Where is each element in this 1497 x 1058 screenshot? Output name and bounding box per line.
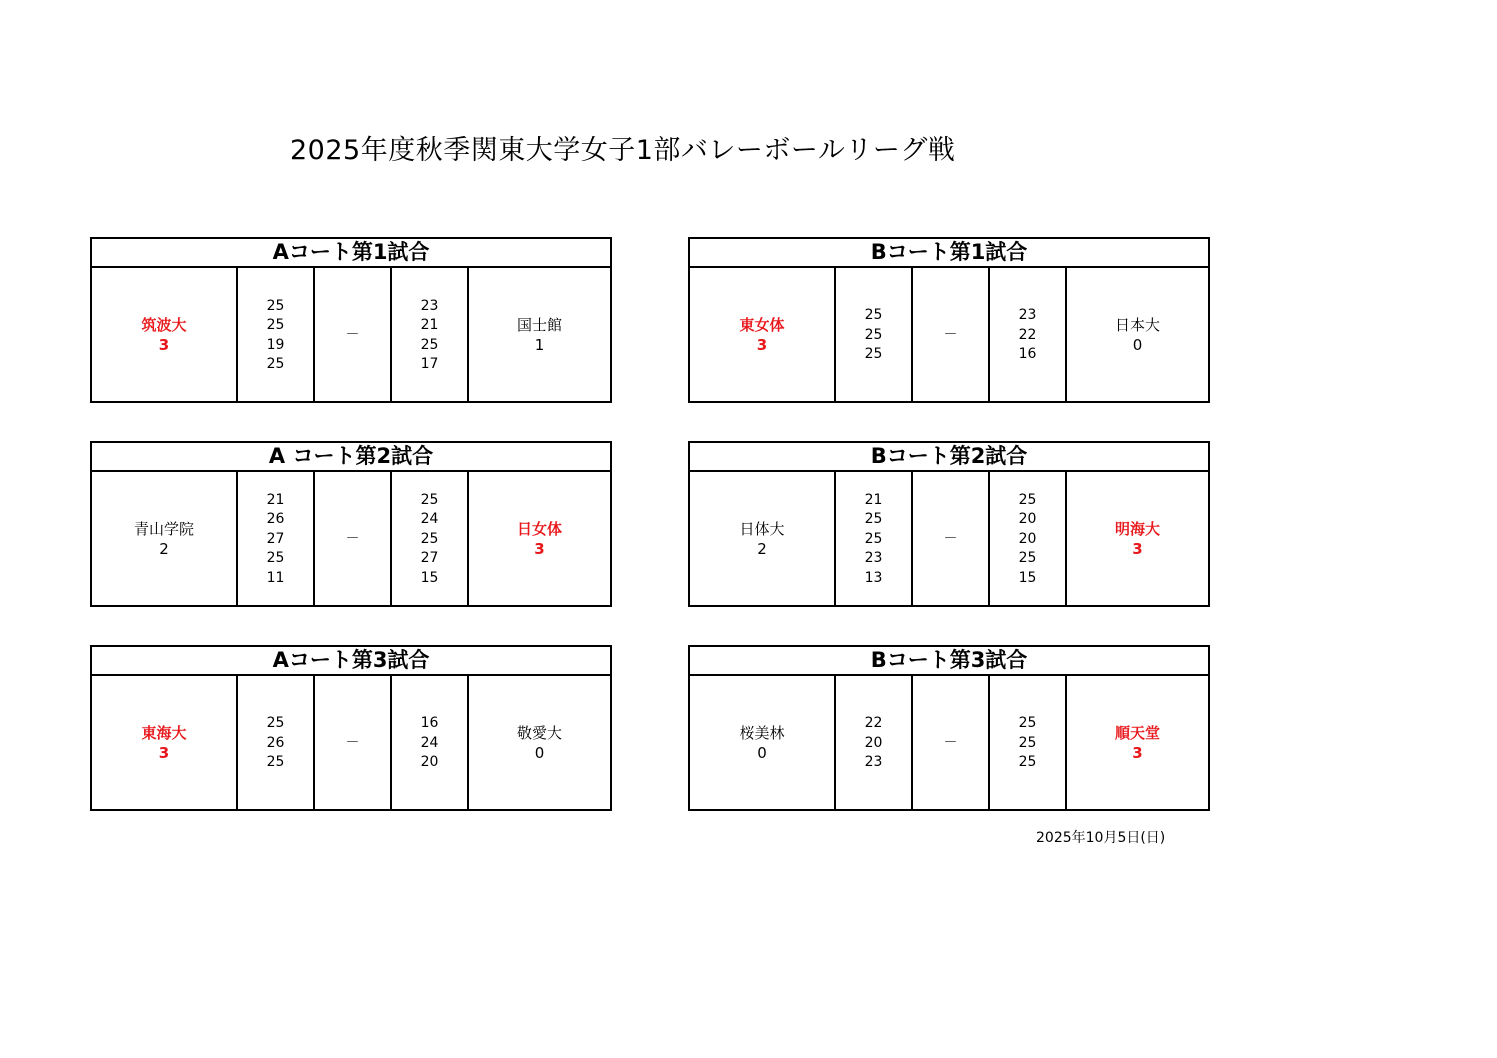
set-score: 13 <box>864 569 883 586</box>
set-score: 23 <box>864 550 883 567</box>
set-score: 15 <box>420 569 439 586</box>
team-name: 国士館 <box>516 316 562 334</box>
team-name: 筑波大 <box>141 316 187 334</box>
away-team-cell <box>469 676 610 811</box>
set-score: 25 <box>420 530 439 547</box>
team-name: 東海大 <box>141 724 187 742</box>
home-team-cell <box>92 268 238 403</box>
score-separator: － <box>315 268 392 403</box>
match-body <box>92 268 610 403</box>
set-score: 25 <box>266 754 285 771</box>
team-name: 順天堂 <box>1114 724 1160 742</box>
sets-won: 0 <box>1132 335 1143 354</box>
set-score: 25 <box>266 550 285 567</box>
set-score: 25 <box>864 530 883 547</box>
set-score: 25 <box>864 307 883 324</box>
match-table <box>688 645 1210 811</box>
set-score: 25 <box>1018 734 1037 751</box>
set-score: 20 <box>1018 530 1037 547</box>
set-score: 16 <box>420 715 439 732</box>
set-score: 15 <box>1018 569 1037 586</box>
home-scores <box>836 472 913 607</box>
set-score: 22 <box>1018 326 1037 343</box>
home-scores <box>238 472 315 607</box>
home-team-cell <box>690 472 836 607</box>
away-team-cell <box>1067 676 1208 811</box>
team-name: 日体大 <box>739 520 785 538</box>
home-team-cell <box>92 472 238 607</box>
match-table <box>90 237 612 403</box>
away-scores <box>990 676 1067 811</box>
set-score: 25 <box>1018 754 1037 771</box>
set-score: 23 <box>1018 307 1037 324</box>
away-scores <box>392 268 469 403</box>
match-body <box>690 472 1208 607</box>
home-team-cell <box>690 268 836 403</box>
set-score: 19 <box>266 336 285 353</box>
sets-won: 1 <box>534 335 545 354</box>
set-score: 25 <box>1018 550 1037 567</box>
set-score: 17 <box>420 356 439 372</box>
score-separator: － <box>913 676 990 811</box>
score-separator: － <box>913 472 990 607</box>
team-name: 東女体 <box>739 316 785 334</box>
set-score: 25 <box>864 326 883 343</box>
team-name: 日女体 <box>516 520 562 538</box>
set-score: 24 <box>420 734 439 751</box>
match-table <box>90 645 612 811</box>
set-score: 20 <box>1018 511 1037 528</box>
set-score: 20 <box>420 754 439 771</box>
match-body <box>92 472 610 607</box>
set-score: 11 <box>266 569 285 586</box>
team-name: 青山学院 <box>133 520 194 538</box>
home-team-cell <box>92 676 238 811</box>
sets-won: 2 <box>159 539 169 558</box>
set-score: 21 <box>420 317 439 333</box>
set-score: 25 <box>266 356 285 372</box>
away-scores <box>392 676 469 811</box>
score-separator: － <box>315 472 392 607</box>
match-heading: Bコート第3試合 <box>690 647 1208 676</box>
home-scores <box>836 268 913 403</box>
sets-won: 3 <box>1132 743 1143 762</box>
match-heading: Bコート第1試合 <box>690 239 1208 268</box>
set-score: 20 <box>864 734 883 751</box>
sets-won: 3 <box>756 335 768 354</box>
away-team-cell <box>1067 472 1208 607</box>
sets-won: 3 <box>158 335 170 354</box>
home-scores <box>238 676 315 811</box>
team-name: 敬愛大 <box>516 724 562 742</box>
sets-won: 2 <box>757 539 767 558</box>
sets-won: 3 <box>1132 539 1143 558</box>
match-heading: Bコート第2試合 <box>690 443 1208 472</box>
set-score: 26 <box>266 511 285 528</box>
match-heading: A コート第2試合 <box>92 443 610 472</box>
match-date: 2025年10月5日(日) <box>1036 830 1166 846</box>
set-score: 23 <box>864 754 883 771</box>
match-table <box>688 237 1210 403</box>
set-score: 21 <box>266 491 285 508</box>
away-scores <box>990 472 1067 607</box>
set-score: 25 <box>420 336 439 353</box>
set-score: 27 <box>266 530 285 547</box>
sets-won: 0 <box>534 743 545 762</box>
set-score: 25 <box>266 715 285 732</box>
away-scores <box>990 268 1067 403</box>
team-name: 日本大 <box>1114 316 1160 334</box>
away-team-cell <box>1067 268 1208 403</box>
home-scores <box>836 676 913 811</box>
set-score: 16 <box>1018 346 1037 363</box>
sets-won: 0 <box>757 743 767 762</box>
set-score: 25 <box>1018 491 1037 508</box>
away-team-cell <box>469 472 610 607</box>
match-body <box>92 676 610 811</box>
home-scores <box>238 268 315 403</box>
match-body <box>690 268 1208 403</box>
set-score: 25 <box>266 317 285 333</box>
set-score: 25 <box>266 297 285 314</box>
set-score: 22 <box>864 715 883 732</box>
sets-won: 3 <box>534 539 545 558</box>
match-table <box>688 441 1210 607</box>
match-table <box>90 441 612 607</box>
page-title: 2025年度秋季関東大学女子1部バレーボールリーグ戦 <box>290 135 956 166</box>
set-score: 23 <box>420 297 439 314</box>
match-body <box>690 676 1208 811</box>
score-separator: － <box>913 268 990 403</box>
set-score: 26 <box>266 734 285 751</box>
set-score: 25 <box>420 491 439 508</box>
set-score: 27 <box>420 550 439 567</box>
set-score: 24 <box>420 511 439 528</box>
match-heading: Aコート第3試合 <box>92 647 610 676</box>
team-name: 明海大 <box>1114 520 1160 538</box>
away-scores <box>392 472 469 607</box>
set-score: 25 <box>864 346 883 363</box>
set-score: 21 <box>864 491 883 508</box>
match-heading: Aコート第1試合 <box>92 239 610 268</box>
home-team-cell <box>690 676 836 811</box>
team-name: 桜美林 <box>739 724 785 742</box>
score-separator: － <box>315 676 392 811</box>
away-team-cell <box>469 268 610 403</box>
set-score: 25 <box>864 511 883 528</box>
sets-won: 3 <box>158 743 170 762</box>
set-score: 25 <box>1018 715 1037 732</box>
